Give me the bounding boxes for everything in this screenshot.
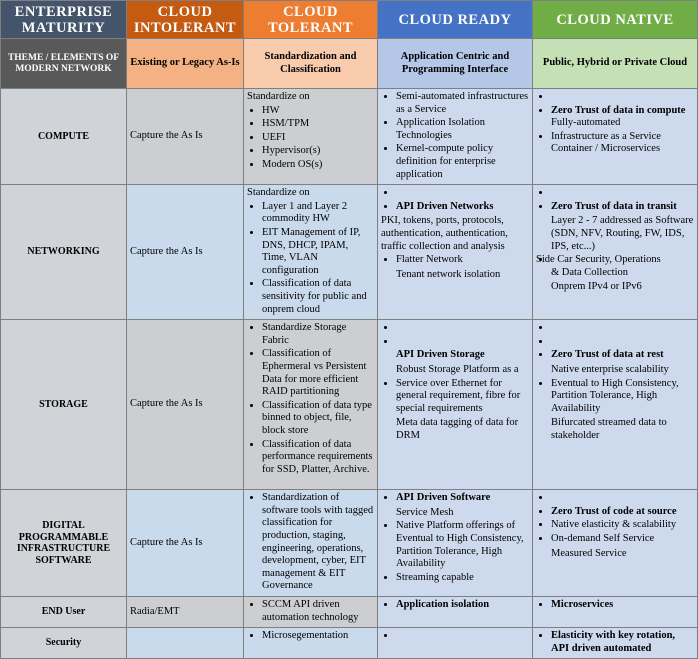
list-item: • Standardization of software tools with tagged classification for production, staging, engineering, operations, development, cyber, EIT management & EIT Governance bbox=[262, 492, 374, 593]
list-item: • SCCM API driven automation technology bbox=[262, 599, 374, 624]
enduser-tolerant bbox=[244, 596, 378, 627]
list-item: • Kernel-compute policy definition for enterprise application bbox=[396, 143, 529, 181]
storage-native-zero-trust: Zero Trust of data at rest bbox=[551, 349, 664, 361]
list-item bbox=[551, 131, 694, 156]
networking-ready-list bbox=[381, 187, 529, 281]
row-compute bbox=[1, 89, 698, 185]
networking-native-list bbox=[536, 187, 694, 294]
networking-native-datacoll: & Data Collection bbox=[551, 266, 628, 278]
digital-intolerant: Capture the As Is bbox=[127, 490, 244, 597]
compute-native-sub: Fully-automated bbox=[551, 117, 621, 129]
list-item bbox=[396, 630, 529, 643]
enduser-ready-text: Application isolation bbox=[396, 598, 490, 610]
theme-storage: STORAGE bbox=[1, 320, 127, 490]
digital-native-zero-trust: Zero Trust of code at source bbox=[551, 505, 677, 517]
list-item: • Classification of data type binned to object, file, block store bbox=[262, 400, 374, 438]
storage-native-sub: Native enterprise scalability bbox=[551, 363, 669, 375]
list-item bbox=[551, 105, 694, 130]
storage-intolerant: Capture the As Is bbox=[127, 320, 244, 490]
theme-enduser: END User bbox=[1, 596, 127, 627]
storage-ready-api: API Driven Storage bbox=[396, 349, 485, 361]
compute-tolerant bbox=[244, 89, 378, 185]
digital-native-sub: Measured Service bbox=[551, 547, 627, 559]
enduser-native-text: Microservices bbox=[551, 598, 614, 610]
digital-ready bbox=[378, 490, 533, 597]
networking-native-sidecar: • Side Car Security, Operations bbox=[536, 254, 661, 266]
list-item bbox=[551, 322, 694, 335]
list-item bbox=[551, 599, 694, 612]
list-item bbox=[381, 200, 529, 253]
list-item bbox=[536, 254, 694, 294]
networking-ready-sub: PKI, tokens, ports, protocols, authentication, authentication, traffic collection and analysis bbox=[381, 215, 508, 252]
storage-native-sub2: Bifurcated streamed data to stakeholder bbox=[551, 417, 667, 441]
compute-intolerant: Capture the As Is bbox=[127, 89, 244, 185]
digital-tolerant-list bbox=[247, 492, 374, 593]
list-item bbox=[551, 91, 694, 104]
list-item: • HSM/TPM bbox=[262, 118, 374, 131]
subheader-ready: Application Centric and Programming Interface bbox=[378, 39, 533, 89]
row-digital bbox=[1, 490, 698, 597]
storage-native-list bbox=[536, 322, 694, 442]
list-item: • HW bbox=[262, 105, 374, 118]
enduser-intolerant: Radia/EMT bbox=[127, 596, 244, 627]
list-item: • Standardize Storage Fabric bbox=[262, 322, 374, 347]
security-intolerant bbox=[127, 628, 244, 659]
list-item: • Native elasticity & scalability bbox=[551, 519, 694, 532]
list-item bbox=[396, 349, 529, 376]
list-item: • Hypervisor(s) bbox=[262, 145, 374, 158]
list-item bbox=[551, 349, 694, 376]
header-cloud-native: CLOUD NATIVE bbox=[533, 1, 698, 39]
security-ready bbox=[378, 628, 533, 659]
theme-compute: COMPUTE bbox=[1, 89, 127, 185]
list-item bbox=[551, 187, 694, 200]
storage-native bbox=[533, 320, 698, 490]
networking-native-sub2: Onprem IPv4 or IPv6 bbox=[551, 281, 642, 293]
enduser-ready bbox=[378, 596, 533, 627]
list-item bbox=[396, 187, 529, 200]
list-item: • Application Isolation Technologies bbox=[396, 117, 529, 142]
row-storage bbox=[1, 320, 698, 490]
list-item bbox=[551, 336, 694, 349]
list-item bbox=[551, 201, 694, 253]
row-networking bbox=[1, 185, 698, 320]
list-item: • UEFI bbox=[262, 132, 374, 145]
storage-tolerant bbox=[244, 320, 378, 490]
networking-ready bbox=[378, 185, 533, 320]
subheader-row bbox=[1, 39, 698, 89]
theme-networking: NETWORKING bbox=[1, 185, 127, 320]
subheader-native: Public, Hybrid or Private Cloud bbox=[533, 39, 698, 89]
list-item bbox=[396, 378, 529, 443]
digital-ready-sub: Service Mesh bbox=[396, 506, 454, 518]
list-item: • Layer 1 and Layer 2 commodity HW bbox=[262, 201, 374, 226]
row-enduser bbox=[1, 596, 698, 627]
digital-ready-api: API Driven Software bbox=[396, 492, 491, 504]
list-item bbox=[396, 254, 529, 281]
list-item bbox=[396, 336, 529, 349]
security-ready-list bbox=[381, 630, 529, 643]
storage-ready-pre: Robust Storage Platform as a bbox=[396, 363, 519, 375]
list-item bbox=[551, 492, 694, 505]
security-tolerant-list bbox=[247, 630, 374, 643]
theme-digital: DIGITAL PROGRAMMABLE INFRASTRUCTURE SOFTWARE bbox=[1, 490, 127, 597]
networking-native-sub: Layer 2 - 7 addressed as Software (SDN, NFV, Routing, FW, IDS, IPS, etc...) bbox=[551, 215, 694, 252]
networking-ready-api: API Driven Networks bbox=[396, 200, 494, 212]
networking-native-zero-trust: Zero Trust of data in transit bbox=[551, 200, 677, 212]
storage-native-eventual: Eventual to High Consistency, Partition Tolerance, High Availability bbox=[551, 377, 679, 414]
compute-native-zero-trust: Zero Trust of data in compute bbox=[551, 104, 686, 116]
security-native-list bbox=[536, 630, 694, 655]
subheader-tolerant: Standardization and Classification bbox=[244, 39, 378, 89]
list-item bbox=[551, 378, 694, 443]
compute-native-sub2: Container / Microservices bbox=[551, 143, 661, 155]
list-item bbox=[396, 322, 529, 335]
header-cloud-tolerant: CLOUD TOLERANT bbox=[244, 1, 378, 39]
header-enterprise-maturity: ENTERPRISE MATURITY bbox=[1, 1, 127, 39]
header-cloud-intolerant: CLOUD INTOLERANT bbox=[127, 1, 244, 39]
digital-native bbox=[533, 490, 698, 597]
list-item: • Classification of data performance requirements for SSD, Platter, Archive. bbox=[262, 439, 374, 477]
header-cloud-ready: CLOUD READY bbox=[378, 1, 533, 39]
enduser-native bbox=[533, 596, 698, 627]
security-native-text: Elasticity with key rotation, API driven automated bbox=[551, 630, 676, 654]
storage-ready bbox=[378, 320, 533, 490]
networking-ready-flatter: Flatter Network bbox=[396, 254, 463, 266]
security-native bbox=[533, 628, 698, 659]
compute-tolerant-list bbox=[247, 105, 374, 172]
networking-intolerant: Capture the As Is bbox=[127, 185, 244, 320]
enduser-ready-list bbox=[381, 599, 529, 612]
row-security bbox=[1, 628, 698, 659]
storage-ready-sub: Meta data tagging of data for DRM bbox=[396, 417, 519, 441]
list-item bbox=[551, 506, 694, 519]
storage-ready-service: Service over Ethernet for general requirement, fibre for special requirements bbox=[396, 377, 521, 414]
compute-native-iaas: Infrastructure as a Service bbox=[551, 130, 661, 142]
list-item bbox=[551, 533, 694, 560]
networking-tolerant-intro: Standardize on bbox=[247, 187, 310, 199]
storage-tolerant-list bbox=[247, 322, 374, 476]
subheader-theme: THEME / ELEMENTS OF MODERN NETWORK bbox=[1, 39, 127, 89]
list-item: • Native Platform offerings of Eventual to High Consistency, Partition Tolerance, High Availability bbox=[396, 520, 529, 570]
compute-ready bbox=[378, 89, 533, 185]
storage-ready-list bbox=[381, 322, 529, 442]
theme-security: Security bbox=[1, 628, 127, 659]
digital-tolerant bbox=[244, 490, 378, 597]
list-item: • Modern OS(s) bbox=[262, 159, 374, 172]
list-item: • EIT Management of IP, DNS, DHCP, IPAM, Time, VLAN configuration bbox=[262, 227, 374, 277]
list-item bbox=[396, 599, 529, 612]
digital-ready-list bbox=[381, 492, 529, 584]
enduser-native-list bbox=[536, 599, 694, 612]
networking-ready-sub2: Tenant network isolation bbox=[396, 268, 501, 280]
list-item: • Classification of Ephermeral vs Persistent Data for more efficient RAID partitioning bbox=[262, 348, 374, 398]
security-tolerant bbox=[244, 628, 378, 659]
compute-native-list bbox=[536, 91, 694, 156]
subheader-intolerant: Existing or Legacy As-Is bbox=[127, 39, 244, 89]
digital-native-ondemand: On-demand Self Service bbox=[551, 532, 655, 544]
list-item: • Microsegementation bbox=[262, 630, 374, 643]
compute-tolerant-intro: Standardize on bbox=[247, 91, 310, 102]
list-item bbox=[551, 630, 694, 655]
compute-ready-list bbox=[381, 91, 529, 181]
list-item bbox=[396, 492, 529, 519]
list-item: • Classification of data sensitivity for public and onprem cloud bbox=[262, 278, 374, 316]
header-row bbox=[1, 1, 698, 39]
list-item: • Streaming capable bbox=[396, 572, 529, 585]
networking-tolerant bbox=[244, 185, 378, 320]
networking-tolerant-list bbox=[247, 201, 374, 316]
compute-native bbox=[533, 89, 698, 185]
list-item: • Semi-automated infrastructures as a Service bbox=[396, 91, 529, 116]
networking-native bbox=[533, 185, 698, 320]
enduser-tolerant-list bbox=[247, 599, 374, 624]
digital-native-list bbox=[536, 492, 694, 560]
